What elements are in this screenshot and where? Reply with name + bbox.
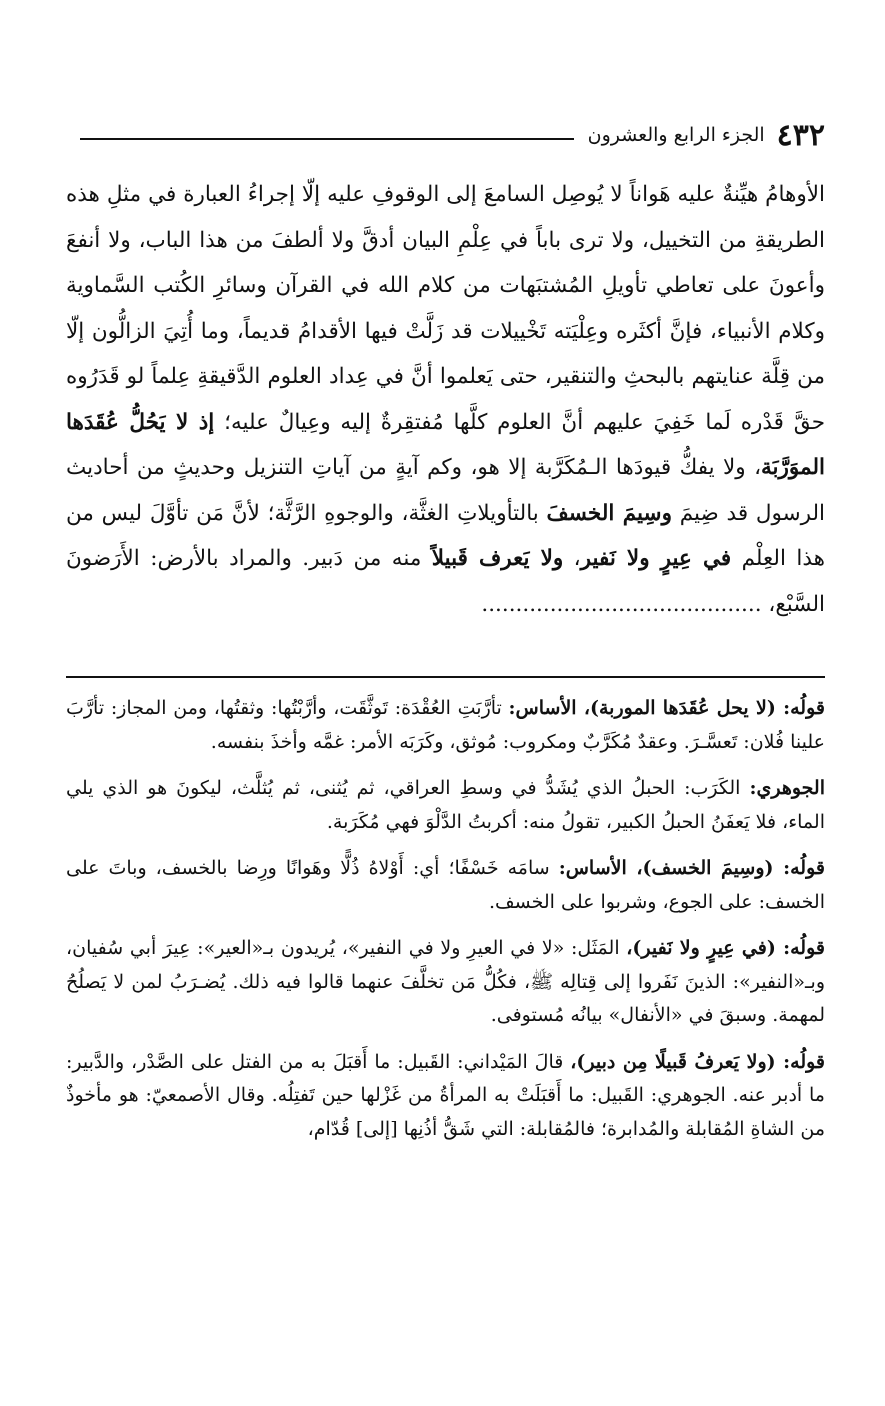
- note-lead: قولُه: (ولا يَعرفُ قَبيلًا مِن دبير)،: [570, 1050, 826, 1073]
- note-lead: قولُه: (وسِيمَ الخسف)، الأساس:: [558, 857, 825, 879]
- main-text-segment: الأوهامُ هيِّنةٌ عليه هَواناً لا يُوصِل السامعَ إلى الوقوفِ عليه إلّا إجراءُ العبارة في مثلِ هذه الطريقةِ من التخييل، ولا ترى باباً في عِلْمِ البيان أدقَّ ولا ألطفَ من هذا الباب، ولا أنفعَ وأعونَ على تعاطي تأويلِ المُشتبَهات من كلام الله في القرآن وسائرِ الكُتب السَّماوية وكلام الأنبياء، فإنَّ أكثَره وعِلْيَته تَخْييلات قد زَلَّتْ فيها الأقدامُ قديماً، وما أُتِيَ الزالُّون إلّا من قِلَّة عنايتهم بالبحثِ والتنقير، حتى يَعلموا أنَّ في عِداد العلوم الدَّقيقةِ عِلماً لو قَدَرُوه حقَّ قَدْره لَما خَفِيَ عليهم أنَّ العلوم كلَّها مُفتقِرةٌ إليه وعِيالٌ عليه؛: [66, 182, 826, 435]
- note-text: سامَه خَسْفًا؛ أي: أَوْلاهُ ذُلًّا وهَوانًا ورِضا بالخسف، وباتَ على الخسف: على الجوع، وشربوا على الخسف.: [66, 857, 825, 913]
- main-text-segment: ، ولا يفكُّ قيودَها الـمُكَرَّبة إلا هو، وكم آيةٍ من آياتِ التنزيل وحديثٍ من أحاديث الرسول قد ضِيمَ: [66, 455, 825, 526]
- part-title: الجزء الرابع والعشرون: [587, 124, 765, 146]
- main-text-segment: منه من دَبير. والمراد بالأرض: الأَرَضونَ السَّبْع،: [66, 546, 825, 617]
- note-lead: الجوهري:: [749, 777, 825, 799]
- note-text: المَثَل: «لا في العيرِ ولا في النفير»، يُريدون بـ«العير»: عِيرَ أبي سُفيان، وبـ«النفير»: الذينَ نَفَروا إلى قِتالِه ﷺ، فكُلُّ مَن تخلَّفَ عنهما قالوا فيه ذلك. يُضـرَبُ لمن لا يَصلُحُ لمهمة. وسبقَ في «الأنفال» بيانُه مُستوفى.: [66, 937, 825, 1026]
- continuation-dots: .........................................: [481, 591, 762, 617]
- note-text: قالَ المَيْداني: القَبيل: ما أَقبَلَ به من الفتل على الصَّدْر، والدَّبير: ما أدبر عنه. الجوهري: القَبيل: ما أَقبَلَتْ به المرأةُ من غَزْلها حين تَفتِلُه. وقال الأصمعيّ: هو مأخوذٌ من الشاةِ المُقابلة والمُدابرة؛ فالمُقابلة: التي شَقُّ أذُنِها [إلى] قُدّام،: [66, 1050, 825, 1140]
- commentary-note: [66, 932, 825, 1033]
- main-paragraph: [66, 172, 825, 627]
- page-number: ٤٣٢: [776, 117, 825, 153]
- commentary-note: [66, 692, 825, 759]
- main-text-bold-segment: ولا يَعرف قَبيلاً: [431, 546, 564, 571]
- header-rule: [80, 138, 574, 140]
- main-text-bold-segment: في عِيرٍ ولا نَفير: [580, 546, 732, 571]
- main-text-bold-segment: وسِيمَ الخسفَ: [546, 500, 672, 526]
- main-text: [66, 172, 825, 627]
- note-lead: قولُه: (لا يحل عُقَدَها الموربة)، الأساس:: [508, 697, 825, 719]
- main-text-segment: بالتأويلاتِ الغثَّة، والوجوهِ الرَّثَّة؛ لأنَّ مَن تأوَّلَ ليس من هذا العِلْم: [66, 500, 825, 571]
- commentary-note: [66, 1046, 825, 1147]
- commentary-note: [66, 772, 825, 839]
- footnote-divider: [66, 676, 825, 678]
- page-header: [66, 110, 825, 160]
- commentary-note: [66, 852, 825, 919]
- commentary-notes: [66, 692, 825, 1146]
- main-text-segment: ،: [563, 546, 581, 571]
- note-lead: قولُه: (في عِيرٍ ولا نَفير)،: [626, 937, 825, 959]
- note-text: الكَرَب: الحبلُ الذي يُشَدُّ في وسطِ العراقي، ثم يُثنى، ثم يُثلَّث، ليكونَ هو الذي يلي الماء، فلا يَعفَنُ الحبلُ الكبير، تقولُ منه: أكربتُ الدَّلْوَ فهي مُكَرَبة.: [66, 777, 825, 833]
- main-text-bold-segment: إذ لا يَحُلُّ عُقَدَها الموَرَّبَة: [66, 409, 825, 480]
- note-text: تأرَّبَتِ العُقْدَة: تَوثَّقَت، وأرَّبْتُها: وثقتُها، ومن المجاز: تأرَّبَ علينا فُلان: تَعسَّـرَ. وعقدٌ مُكَرَّبٌ ومكروب: مُوثق، وكَرَبَه الأمر: غمَّه وأخذَ بنفسه.: [66, 697, 825, 753]
